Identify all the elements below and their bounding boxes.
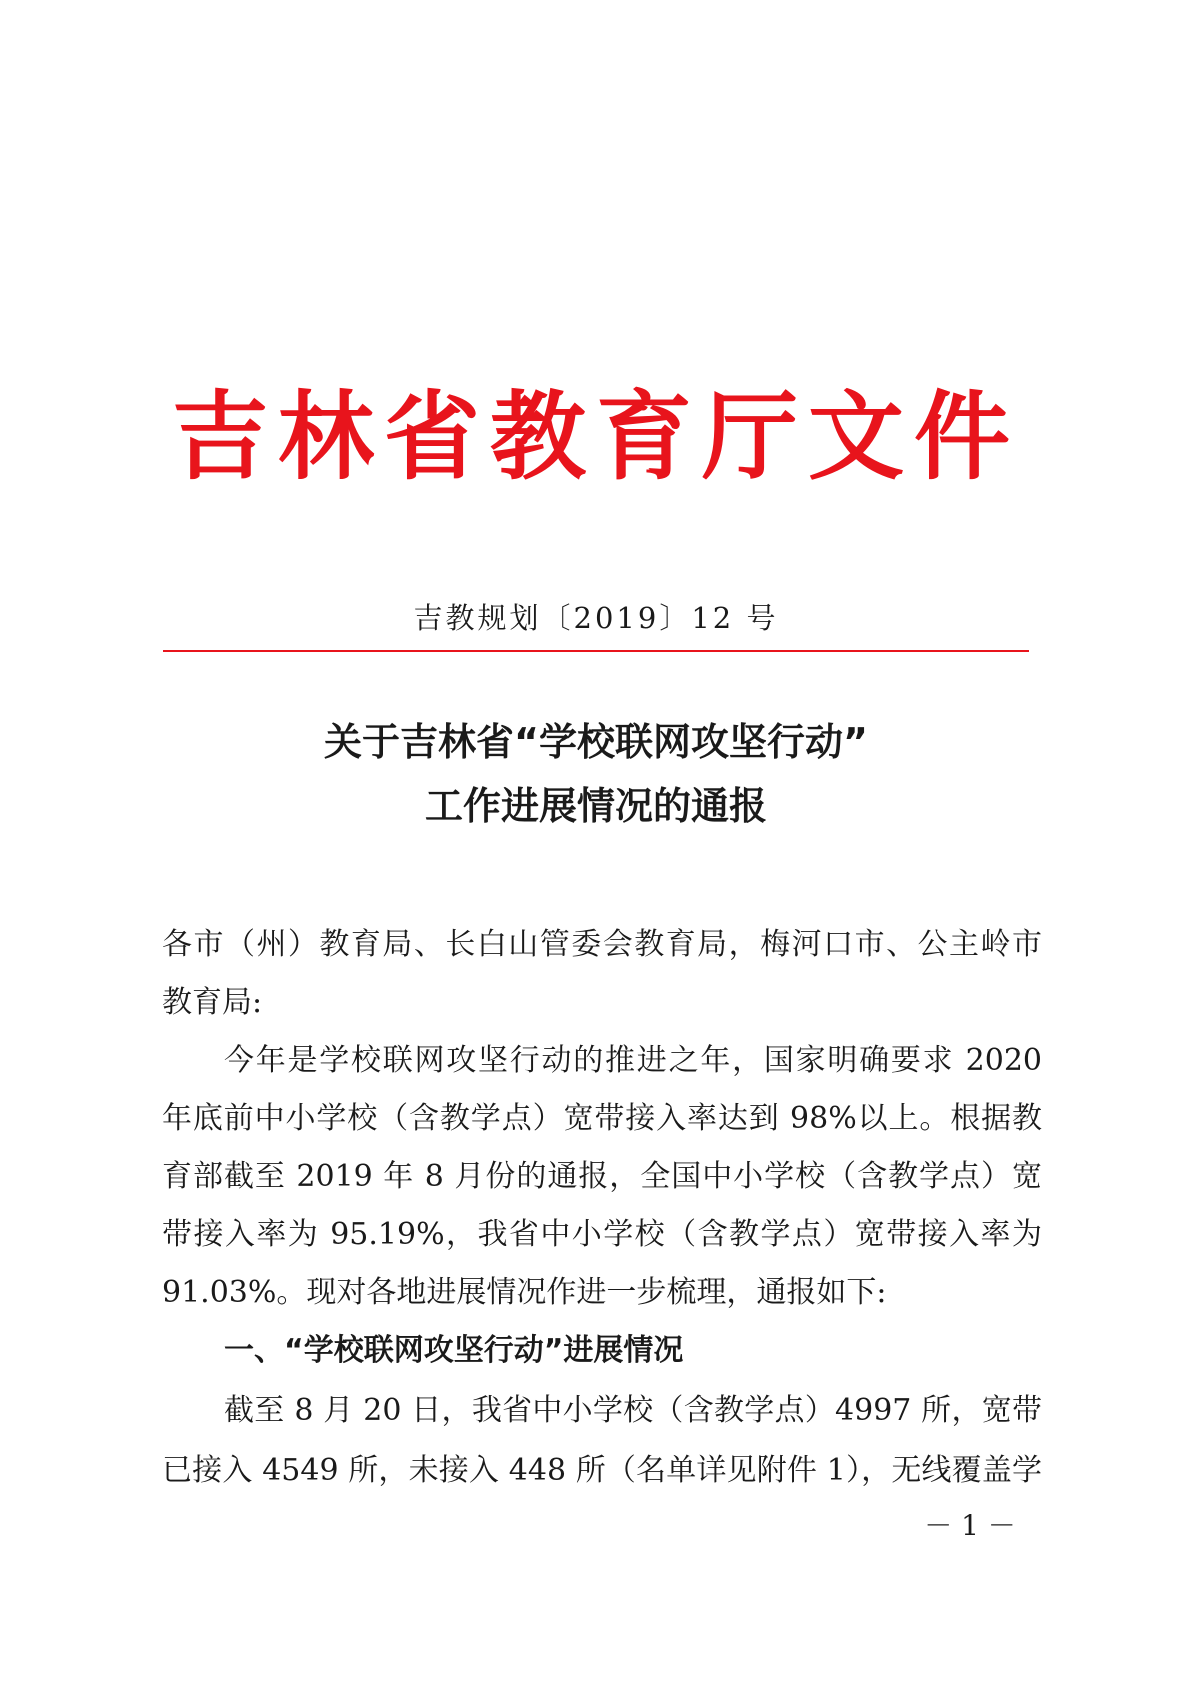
paragraph-1-line-5: 91.03%。现对各地进展情况作进一步梳理，通报如下:: [162, 1275, 887, 1310]
document-masthead: 吉林省教育厅文件: [172, 380, 1020, 493]
paragraph-1-line-1: 今年是学校联网攻坚行动的推进之年，国家明确要求 2020: [224, 1043, 1042, 1078]
salutation-line-1: 各市（州）教育局、长白山管委会教育局，梅河口市、公主岭市: [162, 927, 1042, 962]
paragraph-2-line-1: 截至 8 月 20 日，我省中小学校（含教学点）4997 所，宽带: [224, 1393, 1042, 1428]
page-number: － 1 －: [924, 1509, 1016, 1542]
paragraph-1-line-4: 带接入率为 95.19%，我省中小学校（含教学点）宽带接入率为: [162, 1217, 1042, 1252]
document-title-line-1: 关于吉林省“学校联网攻坚行动”: [324, 720, 868, 764]
document-title: [0, 710, 1192, 838]
document-title-line-2: 工作进展情况的通报: [424, 784, 767, 828]
paragraph-1-line-2: 年底前中小学校（含教学点）宽带接入率达到 98%以上。根据教: [162, 1101, 1042, 1136]
paragraph-1-line-3: 育部截至 2019 年 8 月份的通报，全国中小学校（含教学点）宽: [162, 1159, 1042, 1194]
salutation-line-2: 教育局:: [162, 985, 263, 1020]
section-1-heading: 一、“学校联网攻坚行动”进展情况: [224, 1333, 684, 1368]
red-divider-rule: [163, 650, 1029, 652]
paragraph-2-line-2: 已接入 4549 所，未接入 448 所（名单详见附件 1），无线覆盖学: [162, 1453, 1042, 1488]
document-number: 吉教规划〔2019〕12 号: [413, 601, 779, 635]
